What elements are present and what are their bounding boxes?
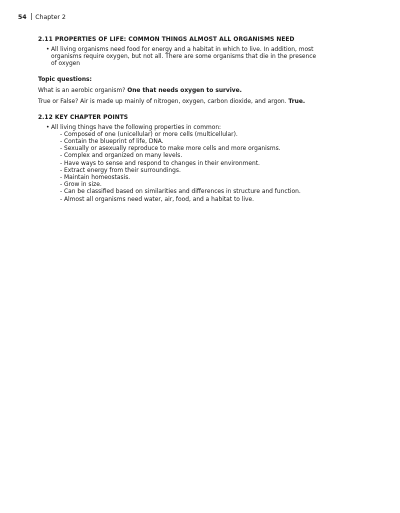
topic-questions-heading: Topic questions: [38, 76, 92, 83]
chapter-label: Chapter 2 [35, 14, 66, 21]
list-item: - Grow in size. [60, 182, 102, 189]
section-211-title: 2.11 PROPERTIES OF LIFE: COMMON THINGS ALMOST ALL ORGANISMS NEED [38, 37, 295, 43]
section-211-bullet [38, 47, 328, 69]
bullet-line: organisms require oxygen, but not all. There are some organisms that die in the presence [51, 54, 317, 61]
question-1 [38, 87, 328, 95]
list-item: - Contain the blueprint of life, DNA. [60, 139, 164, 146]
list-item: - Composed of one (unicellular) or more cells (multicellular). [60, 131, 238, 138]
page-number: 54 [18, 14, 27, 21]
question-2-text: True or False? Air is made up mainly of nitrogen, oxygen, carbon dioxide, and argon. [38, 98, 287, 105]
bullet-dot: • [46, 47, 50, 53]
answer-1: One that needs oxygen to survive. [127, 87, 242, 94]
bullet-dot: • [46, 124, 50, 131]
list-item: - Almost all organisms need water, air, food, and a habitat to live. [60, 196, 255, 203]
bullet-line: of oxygen [51, 61, 81, 68]
list-item: - Complex and organized on many levels. [60, 153, 183, 160]
bullet-line: All living organisms need food for energy and a habitat in which to live. In addition, most [51, 47, 314, 53]
header-divider [31, 13, 32, 20]
section-212-bullet [38, 125, 328, 132]
list-item: - Maintain homeostasis. [60, 175, 131, 182]
running-head [18, 13, 66, 22]
section-212-title: 2.12 KEY CHAPTER POINTS [38, 114, 129, 121]
bullet-intro: All living things have the following properties in common: [51, 124, 222, 131]
list-item: - Can be classified based on similarities and differences in structure and function. [60, 189, 301, 196]
list-item: - Extract energy from their surroundings. [60, 167, 181, 174]
answer-2: True. [288, 98, 306, 105]
question-2 [38, 98, 328, 106]
question-1-text: What is an aerobic organism? [38, 87, 126, 94]
list-item: - Have ways to sense and respond to changes in their environment. [60, 160, 260, 167]
list-item: - Sexually or asexually reproduce to make more cells and more organisms. [60, 146, 281, 153]
page-content [38, 36, 328, 204]
key-points-list [38, 132, 328, 204]
